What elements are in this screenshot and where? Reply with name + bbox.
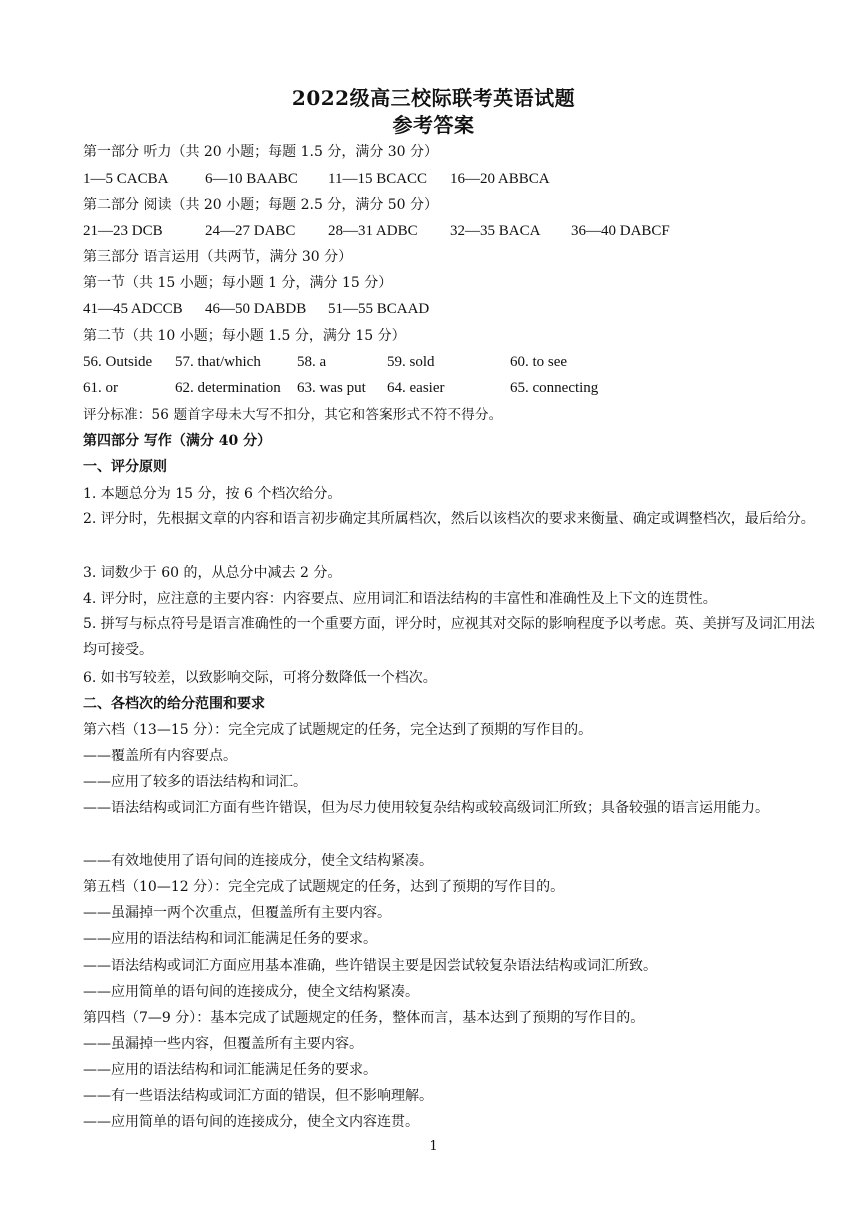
level4-item: ——应用简单的语句间的连接成分，使全文内容连贯。 [83,1114,419,1130]
level6-item: ——覆盖所有内容要点。 [83,748,237,764]
answer-group: 46—50 DABDB [205,301,307,317]
fill-answer: 58. a [297,354,327,370]
level5-item: ——虽漏掉一两个次重点，但覆盖所有主要内容。 [83,905,391,921]
answer-group: 28—31 ADBC [328,223,418,239]
answer-group: 1—5 CACBA [83,171,169,187]
principle-3: 3. 词数少于 60 的，从总分中减去 2 分。 [83,565,342,581]
part3-section2-row2 [83,379,827,397]
principle-1: 1. 本题总分为 15 分，按 6 个档次给分。 [83,486,342,502]
answer-group: 11—15 BCACC [328,171,428,187]
answer-group: 41—45 ADCCB [83,301,183,317]
level6-header: 第六档（13—15 分）：完全完成了试题规定的任务，完全达到了预期的写作目的。 [83,722,593,738]
part3-section2-row1 [83,353,827,371]
part4-header: 第四部分 写作（满分 40 分） [83,433,272,449]
part3-section1-header: 第一节（共 15 小题；每小题 1 分，满分 15 分） [83,275,393,291]
page-title: 2022级高三校际联考英语试题 [291,86,576,110]
level6-item: ——有效地使用了语句间的连接成分，使全文结构紧凑。 [83,853,433,869]
scoring-note: 评分标准：56 题首字母未大写不扣分，其它和答案形式不符不得分。 [83,407,503,423]
principle-5: 5. 拼写与标点符号是语言准确性的一个重要方面，评分时，应视其对交际的影响程度予以考虑。英、美拼写及词汇用法均可接受。 [83,616,815,658]
level5-header: 第五档（10—12 分）：完全完成了试题规定的任务，达到了预期的写作目的。 [83,879,565,895]
answer-group: 21—23 DCB [83,223,163,239]
answer-group: 24—27 DABC [205,223,296,239]
part1-answers [83,170,827,188]
part3-header: 第三部分 语言运用（共两节，满分 30 分） [83,249,353,265]
fill-answer: 57. that/which [175,354,261,370]
answer-group: 36—40 DABCF [571,223,670,239]
level4-item: ——虽漏掉一些内容，但覆盖所有主要内容。 [83,1036,363,1052]
answer-group: 6—10 BAABC [205,171,298,187]
level4-item: ——有一些语法结构或词汇方面的错误，但不影响理解。 [83,1088,433,1104]
principle-4: 4. 评分时，应注意的主要内容：内容要点、应用词汇和语法结构的丰富性和准确性及上下文的连贯性。 [83,591,717,607]
levels-header: 二、各档次的给分范围和要求 [83,696,265,712]
principles-header: 一、评分原则 [83,459,167,475]
level4-item: ——应用的语法结构和词汇能满足任务的要求。 [83,1062,377,1078]
fill-answer: 64. easier [387,380,445,396]
part2-answers [83,222,827,240]
fill-answer: 63. was put [297,380,366,396]
level6-item: ——语法结构或词汇方面有些许错误，但为尽力使用较复杂结构或较高级词汇所致；具备较强的语言运用能力。 [83,800,769,816]
fill-answer: 59. sold [387,354,435,370]
principle-2: 2. 评分时，先根据文章的内容和语言初步确定其所属档次，然后以该档次的要求来衡量、确定或调整档次，最后给分。 [83,511,815,527]
page-subtitle: 参考答案 [392,113,475,137]
level6-item: ——应用了较多的语法结构和词汇。 [83,774,307,790]
level5-item: ——应用的语法结构和词汇能满足任务的要求。 [83,931,377,947]
part3-section1-answers [83,300,827,318]
level4-header: 第四档（7—9 分）：基本完成了试题规定的任务，整体而言，基本达到了预期的写作目的。 [83,1010,645,1026]
level5-item: ——语法结构或词汇方面应用基本准确，些许错误主要是因尝试较复杂语法结构或词汇所致。 [83,958,657,974]
part2-header: 第二部分 阅读（共 20 小题；每题 2.5 分，满分 50 分） [83,197,439,213]
answer-group: 16—20 ABBCA [450,171,550,187]
fill-answer: 62. determination [175,380,281,396]
level5-item: ——应用简单的语句间的连接成分，使全文结构紧凑。 [83,984,419,1000]
answer-group: 32—35 BACA [450,223,541,239]
page-number: 1 [429,1139,438,1154]
answer-group: 51—55 BCAAD [328,301,430,317]
fill-answer: 61. or [83,380,118,396]
principle-6: 6. 如书写较差，以致影响交际，可将分数降低一个档次。 [83,670,437,686]
fill-answer: 56. Outside [83,354,153,370]
part3-section2-header: 第二节（共 10 小题；每小题 1.5 分，满分 15 分） [83,328,406,344]
fill-answer: 65. connecting [510,380,599,396]
fill-answer: 60. to see [510,354,568,370]
part1-header: 第一部分 听力（共 20 小题；每题 1.5 分，满分 30 分） [83,144,439,160]
